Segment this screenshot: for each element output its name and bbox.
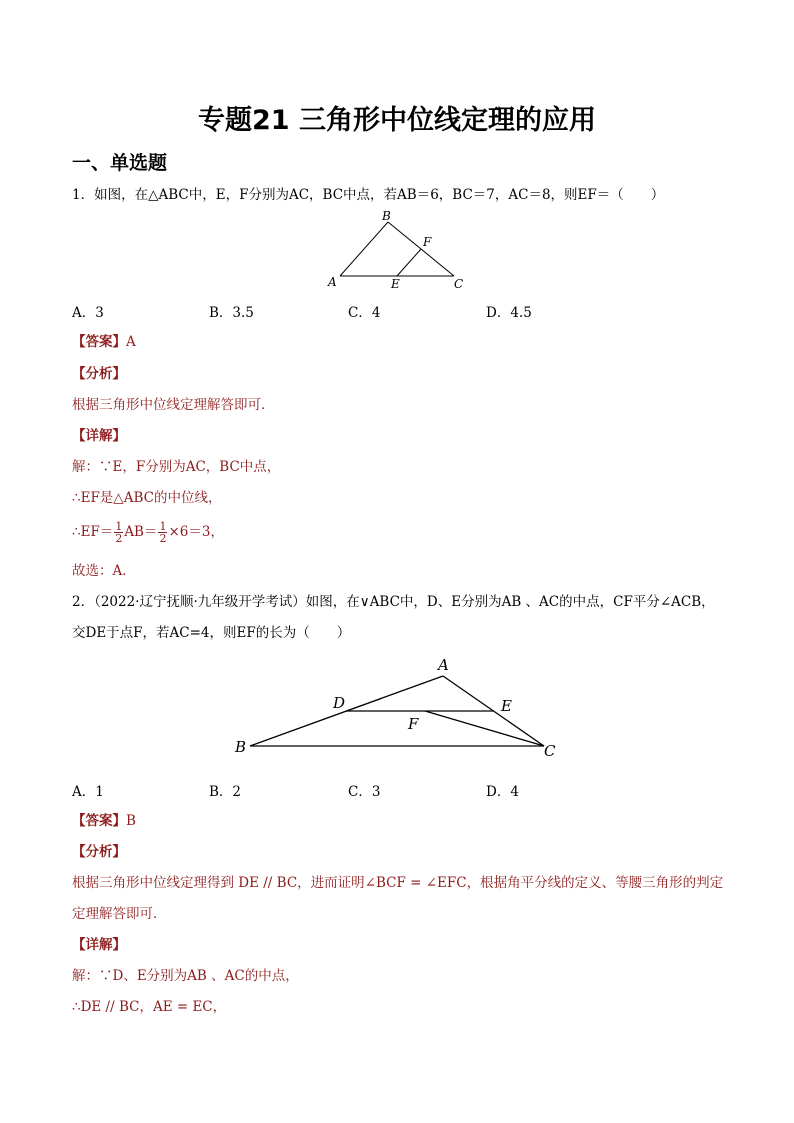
q1-option-d[interactable]: D．4.5 <box>486 305 532 321</box>
q1-option-b[interactable]: B．3.5 <box>209 305 254 321</box>
q1-answer-value: A <box>126 334 136 350</box>
page-title: 专题21 三角形中位线定理的应用 <box>198 105 596 136</box>
q1-analysis-tag: 【分析】 <box>72 366 126 382</box>
q2-analysis-tag: 【分析】 <box>72 844 126 860</box>
q2-label-d: D <box>333 694 346 712</box>
q1-detail-line-1 <box>72 457 280 477</box>
q2-answer <box>72 811 136 831</box>
q1-answer-tag: 【答案】 <box>72 334 126 350</box>
q2-stem-line-1: 2．（2022·辽宁抚顺·九年级开学考试）如图，在∨ABC中，D、E分别为AB 、AC的中点，CF平分∠ACB， <box>72 594 715 610</box>
q1-detail-1: ∵E，F分别为AC，BC中点， <box>99 459 281 475</box>
q2-label-c: C <box>544 742 556 760</box>
q1-fraction-2: $\frac{1}{2}$ <box>159 520 167 545</box>
q2-detail-line-1: 解：∵D、E分别为AB 、AC的中点， <box>72 968 299 984</box>
q2-option-b[interactable]: B．2 <box>209 784 242 800</box>
q2-label-f: F <box>408 715 419 733</box>
q2-detail-line-2: ∴DE // BC，AE = EC， <box>72 999 227 1015</box>
q2-stem-line-2: 交DE于点F，若AC=4，则EF的长为（ ） <box>72 625 351 641</box>
q2-answer-tag: 【答案】 <box>72 813 126 829</box>
q1-answer <box>72 332 136 352</box>
q1-label-a: A <box>328 275 337 289</box>
q2-answer-value: B <box>126 813 136 829</box>
q1-detail-3b: AB＝ <box>124 524 158 540</box>
q1-label-b: B <box>382 209 391 223</box>
q1-label-f: F <box>423 235 432 249</box>
q1-detail-tag: 【详解】 <box>72 428 126 444</box>
q2-label-b: B <box>235 738 247 756</box>
q1-triangle-figure <box>320 208 470 294</box>
q1-option-a[interactable]: A．3 <box>72 305 104 321</box>
section-heading: 一、单选题 <box>72 152 168 174</box>
q2-triangle-figure <box>228 652 568 764</box>
q2-detail-tag: 【详解】 <box>72 937 126 953</box>
q1-detail-line-3 <box>72 518 224 546</box>
q1-detail-3a: ∴EF＝ <box>72 524 114 540</box>
q2-option-a[interactable]: A．1 <box>72 784 104 800</box>
q1-label-c: C <box>454 277 464 291</box>
q2-label-a: A <box>438 656 449 674</box>
q1-fraction-1: $\frac{1}{2}$ <box>115 520 123 545</box>
q1-detail-line-4: 故选：A． <box>72 563 136 579</box>
q1-analysis: 根据三角形中位线定理解答即可． <box>72 397 275 413</box>
q1-option-c[interactable]: C．4 <box>348 305 381 321</box>
q1-detail-line-2: ∴EF是△ABC的中位线， <box>72 490 222 506</box>
q2-analysis-line-1: 根据三角形中位线定理得到 DE // BC，进而证明∠BCF = ∠EFC，根据角平分线的定义、等腰三角形的判定 <box>72 875 724 891</box>
q1-detail-3c: ×6＝3， <box>168 524 224 540</box>
q1-detail-prefix: 解： <box>72 459 99 475</box>
q1-stem: 1．如图，在△ABC中，E，F分别为AC，BC中点，若AB＝6，BC＝7，AC＝8，则EF＝（ ） <box>72 187 665 203</box>
q1-label-e: E <box>391 277 400 291</box>
q2-option-c[interactable]: C．3 <box>348 784 381 800</box>
q2-analysis-line-2: 定理解答即可． <box>72 906 167 922</box>
q2-label-e: E <box>501 697 512 715</box>
q2-option-d[interactable]: D．4 <box>486 784 519 800</box>
